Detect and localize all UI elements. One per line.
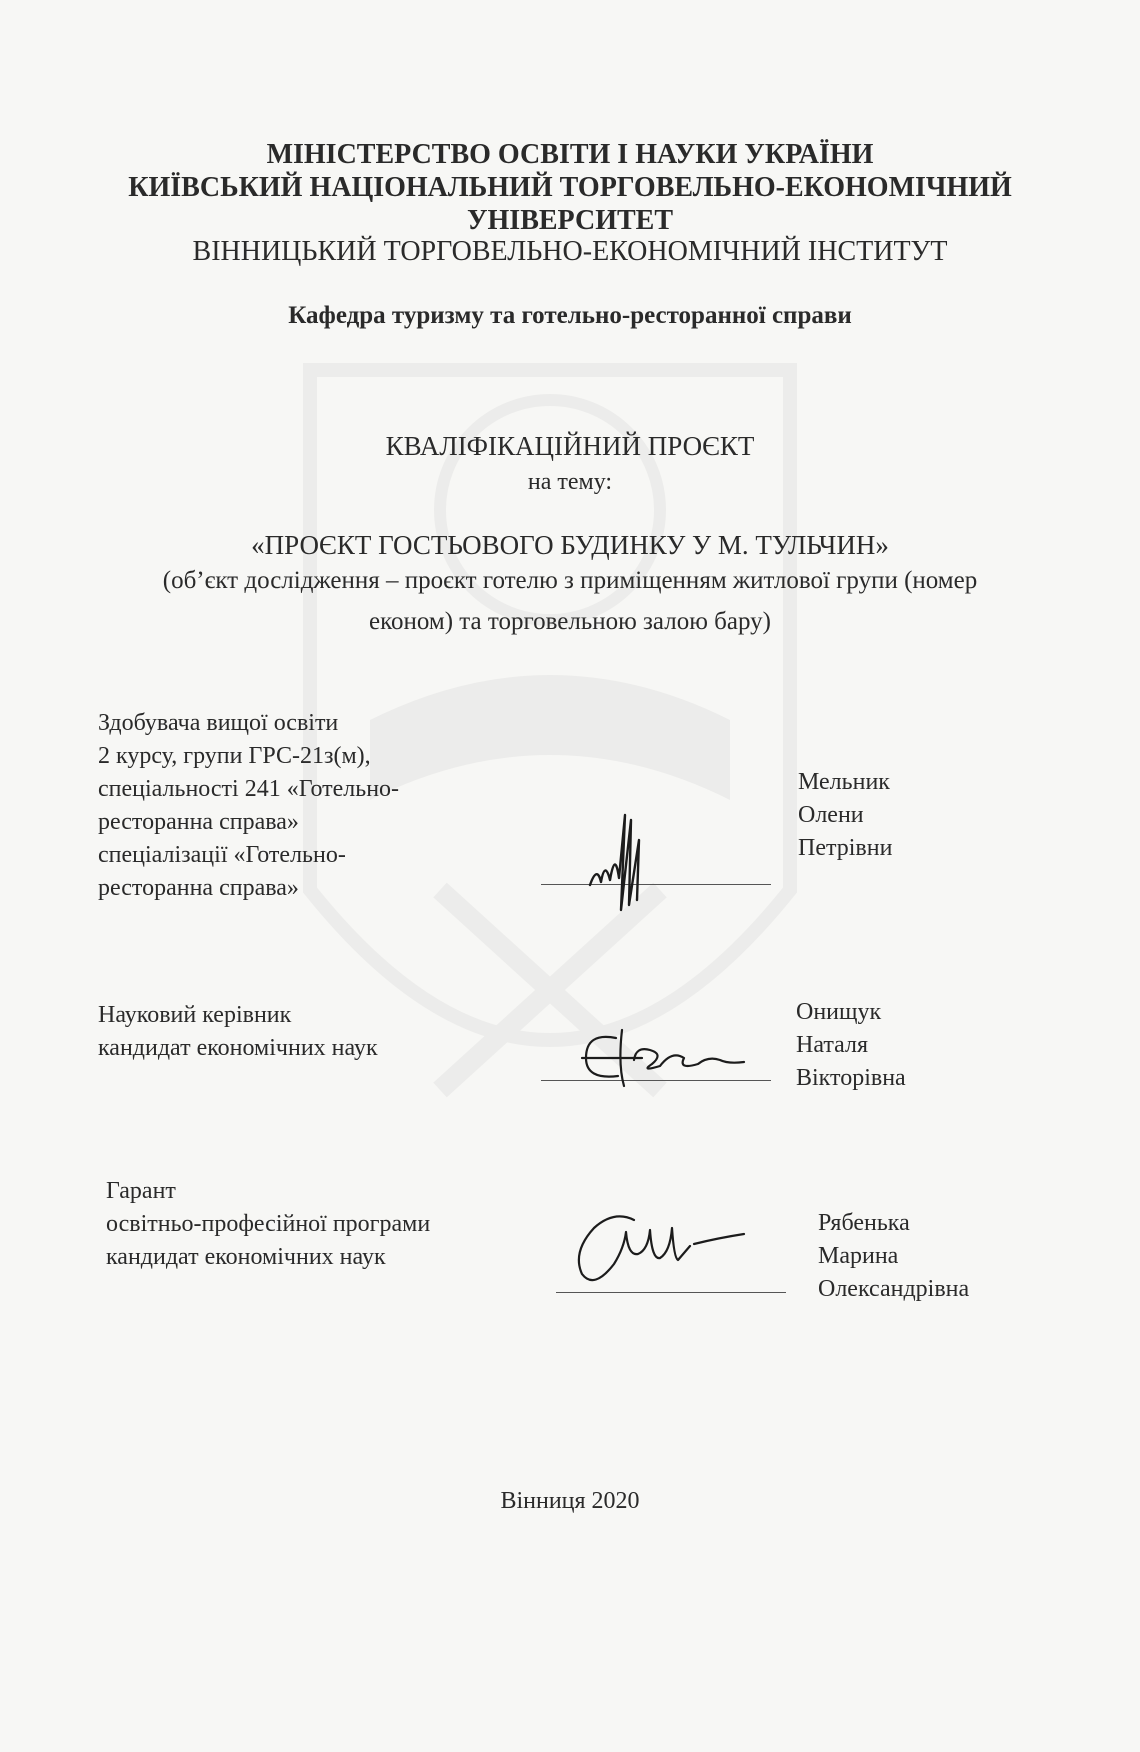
project-about-label: на тему: <box>527 469 613 495</box>
supervisor-surname: Онищук <box>796 999 882 1025</box>
guarantor-line: Гарант <box>106 1178 176 1204</box>
student-details <box>98 707 399 905</box>
university-title-line2: УНІВЕРСИТЕТ <box>466 205 674 236</box>
project-type: КВАЛІФІКАЦІЙНИЙ ПРОЄКТ <box>385 431 755 461</box>
supervisor-line: кандидат економічних наук <box>98 1035 378 1061</box>
guarantor-surname: Рябенька <box>818 1210 910 1236</box>
supervisor-patronymic: Вікторівна <box>796 1065 906 1091</box>
guarantor-name <box>818 1207 969 1306</box>
student-line: Здобувача вищої освіти <box>98 710 339 736</box>
guarantor-line: освітньо-професійної програми <box>106 1211 431 1237</box>
student-patronymic: Петрівни <box>798 835 893 861</box>
supervisor-first-name: Наталя <box>796 1032 869 1058</box>
guarantor-details <box>106 1175 430 1274</box>
student-signature <box>585 810 655 915</box>
guarantor-first-name: Марина <box>818 1243 899 1269</box>
student-line: 2 курсу, групи ГРС-21з(м), <box>98 743 371 769</box>
project-note-line1: (об’єкт дослідження – проєкт готелю з приміщенням житлової групи (номер <box>162 567 978 594</box>
institute-title: ВІННИЦЬКИЙ ТОРГОВЕЛЬНО-ЕКОНОМІЧНИЙ ІНСТИТУТ <box>192 236 948 267</box>
department-title: Кафедра туризму та готельно-ресторанної справи <box>288 302 852 329</box>
supervisor-line: Науковий керівник <box>98 1002 292 1028</box>
project-note-line2: економ) та торговельною залою бару) <box>369 608 771 635</box>
city-year: Вінниця 2020 <box>500 1488 640 1514</box>
student-name <box>798 766 892 865</box>
university-title-line1: КИЇВСЬКИЙ НАЦІОНАЛЬНИЙ ТОРГОВЕЛЬНО-ЕКОНОМІЧНИЙ <box>128 172 1012 203</box>
student-line: спеціалізації «Готельно- <box>98 842 346 868</box>
student-surname: Мельник <box>798 769 890 795</box>
supervisor-name <box>796 996 906 1095</box>
student-signature-line <box>541 884 771 885</box>
student-line: ресторанна справа» <box>98 875 299 901</box>
guarantor-patronymic: Олександрівна <box>818 1276 970 1302</box>
student-first-name: Олени <box>798 802 864 828</box>
project-topic: «ПРОЄКТ ГОСТЬОВОГО БУДИНКУ У М. ТУЛЬЧИН» <box>251 530 889 560</box>
guarantor-signature <box>568 1208 753 1293</box>
student-line: спеціальності 241 «Готельно- <box>98 776 400 802</box>
student-line: ресторанна справа» <box>98 809 299 835</box>
supervisor-signature <box>578 1020 748 1090</box>
ministry-title: МІНІСТЕРСТВО ОСВІТИ І НАУКИ УКРАЇНИ <box>266 139 874 170</box>
supervisor-details <box>98 999 378 1065</box>
guarantor-line: кандидат економічних наук <box>106 1244 386 1270</box>
